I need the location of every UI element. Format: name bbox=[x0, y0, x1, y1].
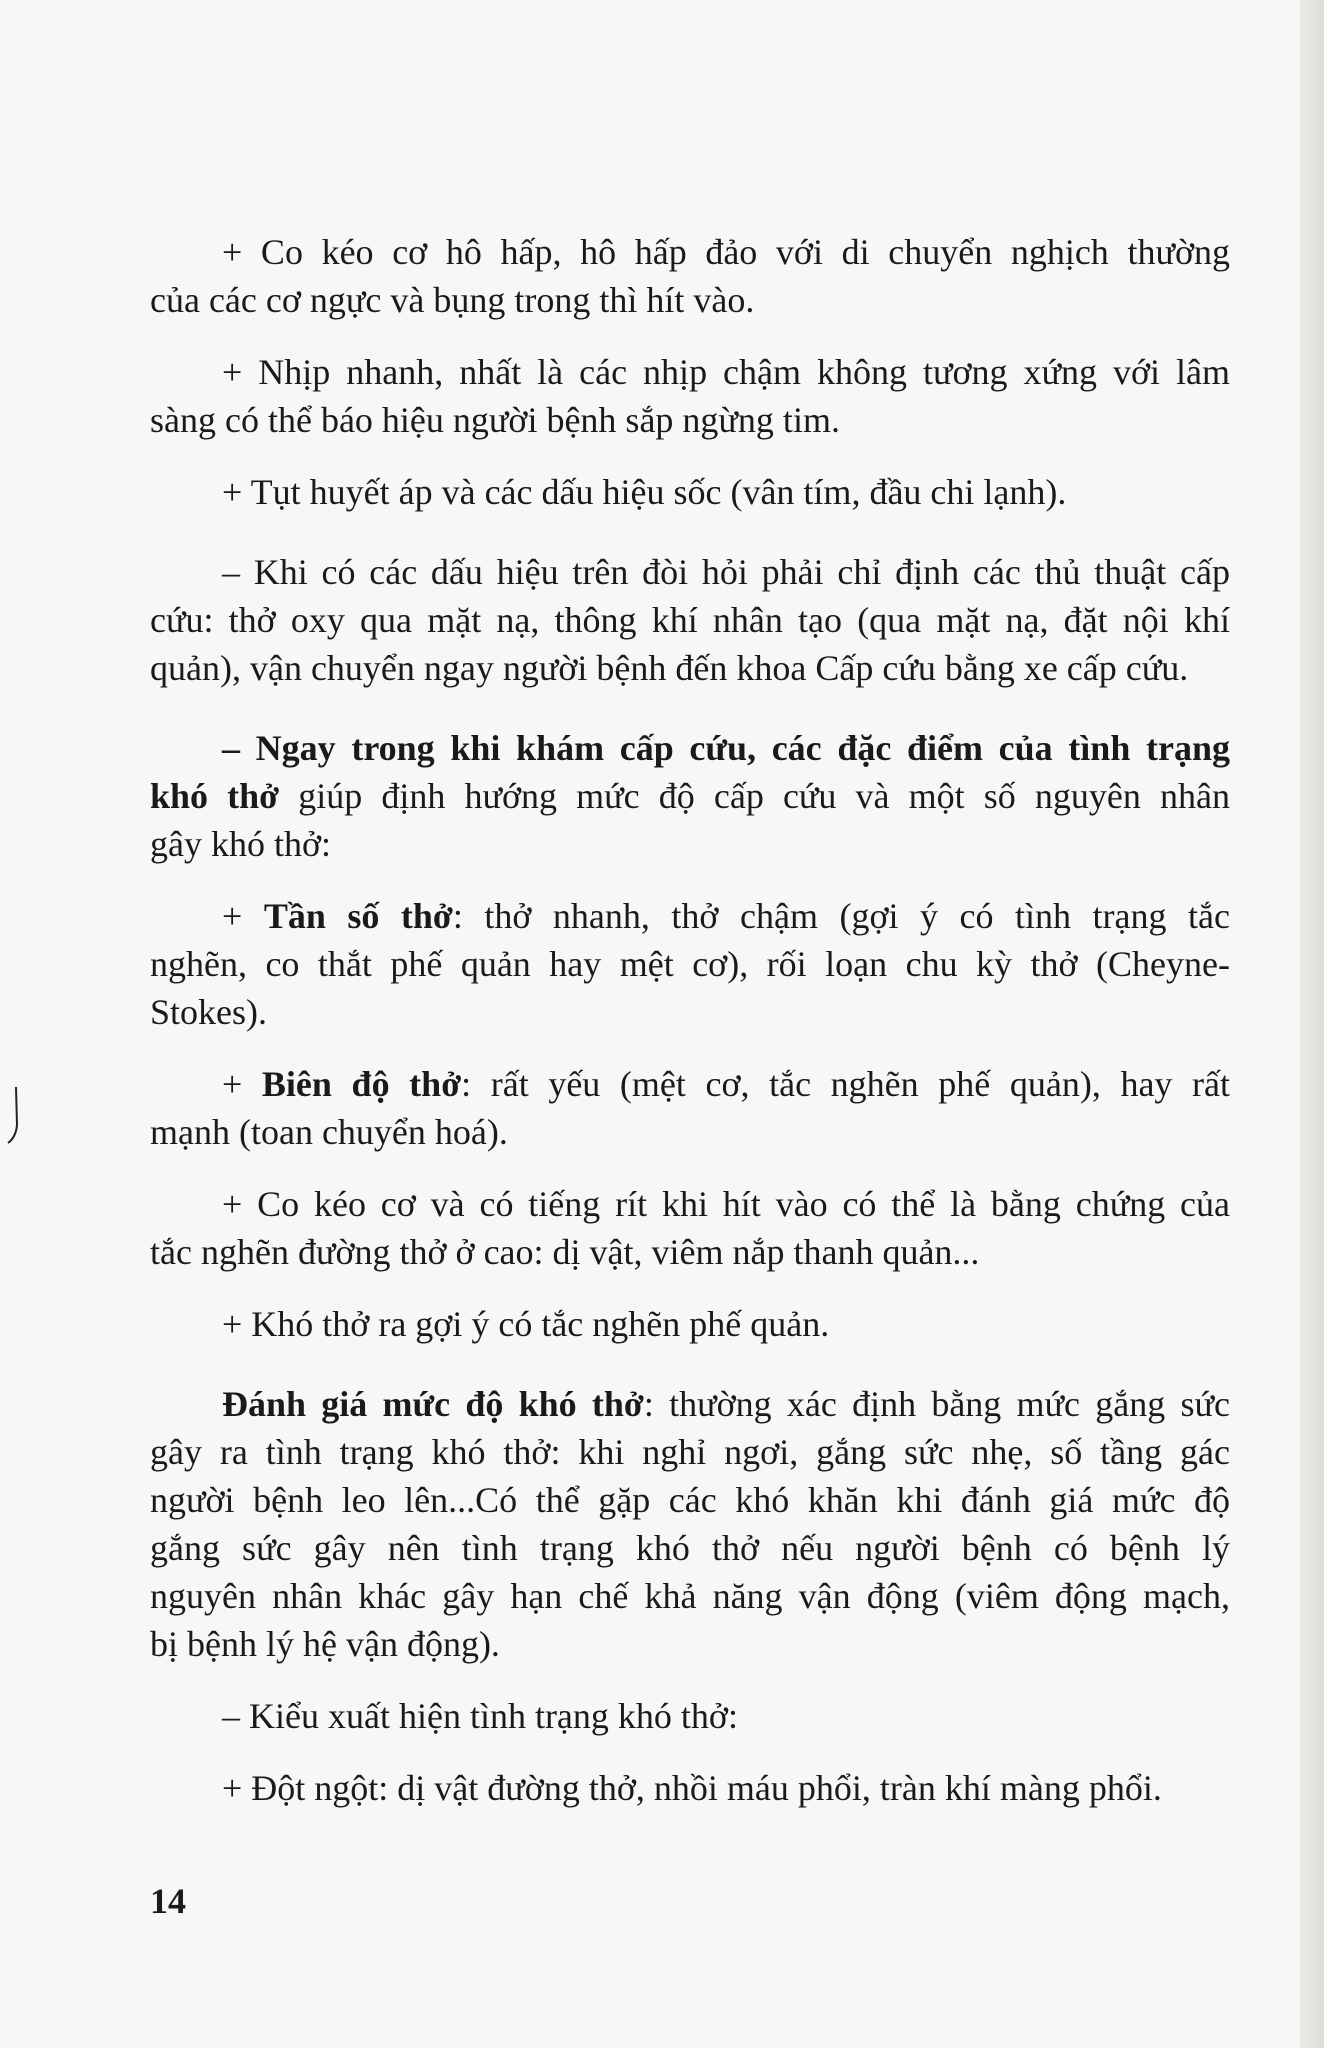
text-line: tắc nghẽn đường thở ở cao: dị vật, viêm nắp thanh quản... bbox=[150, 1232, 980, 1272]
text-line: nghẽn, co thắt phế quản hay mệt cơ), rối loạn chu kỳ thở (Cheyne- bbox=[150, 944, 1230, 984]
text-span: giúp định hướng mức độ cấp cứu và một số nguyên nhân bbox=[279, 776, 1230, 816]
text-line: của các cơ ngực và bụng trong thì hít vào. bbox=[150, 280, 755, 320]
text-line: + Co kéo cơ và có tiếng rít khi hít vào có thể là bằng chứng của bbox=[222, 1184, 1230, 1224]
bold-heading: Đánh giá mức độ khó thở bbox=[222, 1384, 644, 1424]
text-line: + Đột ngột: dị vật đường thở, nhồi máu phổi, tràn khí màng phổi. bbox=[222, 1768, 1162, 1808]
bullet-marker: + bbox=[222, 1064, 262, 1104]
bold-term: Tần số thở bbox=[263, 896, 453, 936]
bullet-marker: + bbox=[222, 896, 264, 936]
text-line bbox=[150, 724, 1230, 772]
text-line bbox=[150, 892, 1230, 940]
text-line: + Co kéo cơ hô hấp, hô hấp đảo với di chuyển nghịch thường bbox=[222, 232, 1230, 272]
text-line: – Khi có các dấu hiệu trên đòi hỏi phải chỉ định các thủ thuật cấp bbox=[222, 552, 1230, 592]
text-line: sàng có thể báo hiệu người bệnh sắp ngừng tim. bbox=[150, 400, 840, 440]
text-line: Stokes). bbox=[150, 992, 267, 1032]
bold-heading: – Ngay trong khi khám cấp cứu, các đặc điểm của tình trạng bbox=[222, 728, 1230, 768]
text-line: quản), vận chuyển ngay người bệnh đến khoa Cấp cứu bằng xe cấp cứu. bbox=[150, 648, 1189, 688]
text-line: gây ra tình trạng khó thở: khi nghỉ ngơi, gắng sức nhẹ, số tầng gác bbox=[150, 1432, 1230, 1472]
text-span: : thường xác định bằng mức gắng sức bbox=[643, 1384, 1230, 1424]
text-line: + Khó thở ra gợi ý có tắc nghẽn phế quản. bbox=[222, 1304, 830, 1344]
text-line: + Nhịp nhanh, nhất là các nhịp chậm không tương xứng với lâm bbox=[222, 352, 1230, 392]
text-line: bị bệnh lý hệ vận động). bbox=[150, 1624, 500, 1664]
pen-mark-icon bbox=[6, 1085, 20, 1145]
body-text bbox=[150, 228, 1230, 1812]
page-edge bbox=[1300, 0, 1324, 2048]
text-line: + Tụt huyết áp và các dấu hiệu sốc (vân tím, đầu chi lạnh). bbox=[222, 472, 1067, 512]
text-line: người bệnh leo lên...Có thể gặp các khó khăn khi đánh giá mức độ bbox=[150, 1480, 1230, 1520]
text-line: – Kiểu xuất hiện tình trạng khó thở: bbox=[222, 1696, 738, 1736]
text-line: gây khó thở: bbox=[150, 824, 332, 864]
text-line: cứu: thở oxy qua mặt nạ, thông khí nhân tạo (qua mặt nạ, đặt nội khí bbox=[150, 600, 1230, 640]
text-line: nguyên nhân khác gây hạn chế khả năng vận động (viêm động mạch, bbox=[150, 1576, 1230, 1616]
text-span: : thở nhanh, thở chậm (gợi ý có tình trạng tắc bbox=[452, 896, 1230, 936]
text-line bbox=[150, 1380, 1230, 1428]
page-number: 14 bbox=[150, 1881, 186, 1921]
text-line: gắng sức gây nên tình trạng khó thở nếu người bệnh có bệnh lý bbox=[150, 1528, 1230, 1568]
text-line: mạnh (toan chuyển hoá). bbox=[150, 1112, 508, 1152]
text-span: : rất yếu (mệt cơ, tắc nghẽn phế quản), hay rất bbox=[461, 1064, 1230, 1104]
bold-term: khó thở bbox=[150, 776, 280, 816]
text-line bbox=[150, 772, 1230, 820]
text-line bbox=[150, 1060, 1230, 1108]
bold-term: Biên độ thở bbox=[261, 1064, 462, 1104]
